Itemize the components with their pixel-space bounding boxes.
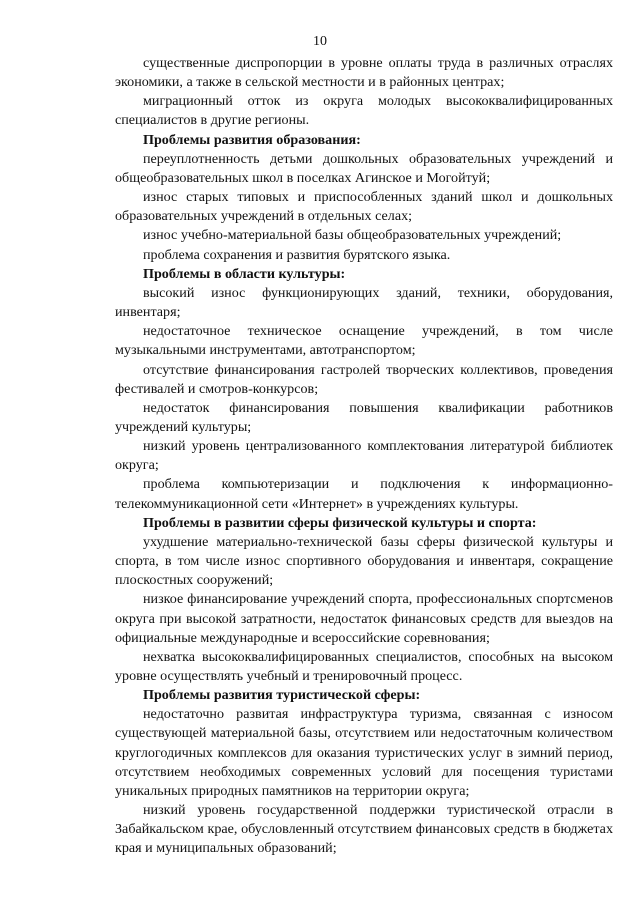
paragraph: проблема компьютеризации и подключения к информационно-телекоммуникационной сети «Интернет» в учреждениях культуры. [115,476,613,512]
page-number: 10 [313,34,327,49]
paragraph: проблема сохранения и развития бурятского языка. [143,246,451,263]
paragraph: низкое финансирование учреждений спорта, профессиональных спортсменов округа при высокой затратности, недостаток финансовых средств для выездов на официальные международные и всероссийские соревнования; [115,591,613,646]
paragraph: ухудшение материально-технической базы сферы физической культуры и спорта, в том числе износ спортивного оборудования и инвентаря, сокращение плоскостных сооружений; [115,533,613,589]
paragraph: низкий уровень централизованного комплектования литературой библиотек округа; [115,438,613,474]
section-heading: Проблемы развития образования: [143,131,361,148]
paragraph: высокий износ функционирующих зданий, техники, оборудования, инвентаря; [115,284,613,321]
paragraph: недостаточно развитая инфраструктура туризма, связанная с износом существующей материальной базы, отсутствием или недостаточным количеством круглогодичных комплексов для оказания туристических услуг в зимний период, отсутствием необходимых современных условий для посещения туристами уникальных природных памятников на территории округа; [115,706,613,799]
section-heading: Проблемы развития туристической сферы: [143,687,421,704]
paragraph: износ учебно-материальной базы общеобразовательных учреждений; [143,227,562,244]
paragraph: отсутствие финансирования гастролей творческих коллективов, проведения фестивалей и смотров-конкурсов; [115,361,613,397]
paragraph: переуплотненность детьми дошкольных образовательных учреждений и общеобразовательных школ в поселках Агинское и Могойтуй; [115,150,613,186]
paragraph: существенные диспропорции в уровне оплаты труда в различных отраслях экономики, а также в сельской местности и в районных центрах; [115,55,613,91]
document-body [115,54,613,859]
paragraph: износ старых типовых и приспособленных зданий школ и дошкольных образовательных учреждений в отдельных селах; [115,189,613,225]
paragraph: недостаточное техническое оснащение учреждений, в том числе музыкальными инструментами, автотранспортом; [115,323,613,359]
section-heading: Проблемы в области культуры: [143,265,346,282]
section-heading: Проблемы в развитии сферы физической культуры и спорта: [143,514,537,531]
paragraph: миграционный отток из округа молодых высококвалифицированных специалистов в другие регионы. [115,93,613,129]
paragraph: низкий уровень государственной поддержки туристической отрасли в Забайкальском крае, обусловленный отсутствием финансовых средств в бюджетах края и муниципальных образований; [115,802,613,857]
paragraph: недостаток финансирования повышения квалификации работников учреждений культуры; [115,399,613,435]
paragraph: нехватка высококвалифицированных специалистов, способных на высоком уровне осуществлять учебный и тренировочный процесс. [115,648,613,684]
